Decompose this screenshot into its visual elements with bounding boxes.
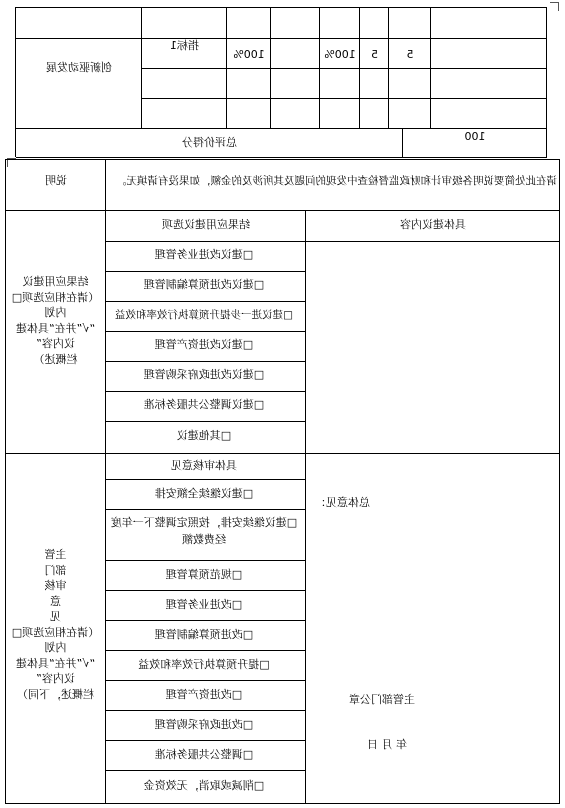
- review-option[interactable]: □削减或取消，无效资金: [143, 779, 265, 792]
- total-label: 总评价得分: [182, 136, 237, 149]
- suggestion-option[interactable]: □建议调整公共服务标准: [143, 398, 265, 411]
- department-seal-label: 主管部门公章: [349, 693, 415, 706]
- overall-opinion-label: 总体意见：: [315, 496, 370, 509]
- review-option[interactable]: □改进业务管理: [165, 598, 243, 611]
- suggestion-option[interactable]: □建议改进政府采购管理: [143, 368, 265, 381]
- review-option[interactable]: □改进资产管理: [165, 688, 243, 701]
- suggestion-option[interactable]: □建议进一步提升预算执行效率和效益: [115, 309, 293, 321]
- content-column-header: 具体建议内容: [400, 218, 466, 231]
- review-option[interactable]: □调整公共服务标准: [154, 748, 254, 761]
- suggestion-option[interactable]: □建议改进资产管理: [154, 338, 254, 351]
- review-option[interactable]: □改进预算编制管理: [154, 628, 254, 641]
- note-text: 请在此处简要说明各级审计和财政监督检查中发现的问题及其所涉及的金额，如果没有请填无。: [116, 175, 557, 187]
- target-value: 100%: [233, 48, 265, 61]
- review-option[interactable]: □规范预算管理: [165, 568, 243, 581]
- date-line: 年 月 日: [367, 738, 407, 751]
- row-label: 创新驱动发展: [46, 61, 112, 74]
- suggestion-option[interactable]: □建议改进预算编制管理: [143, 278, 265, 291]
- review-option[interactable]: □提升预算执行效率和效益: [138, 658, 270, 671]
- score-value: 5: [406, 48, 414, 61]
- review-option[interactable]: □建议继续安排，按照定调整下一年度经费数额: [110, 516, 298, 546]
- weight-value: 5: [371, 48, 378, 61]
- total-value: 100: [464, 130, 486, 143]
- suggestion-label: 结果应用建议 （请在相应选项□ 内划 “√”并在“具体建 议内容” 栏概述）: [11, 275, 100, 366]
- review-option[interactable]: □建议继续全额安排: [154, 487, 254, 500]
- actual-value: 100%: [324, 48, 356, 61]
- review-option[interactable]: □改进政府采购管理: [154, 718, 254, 731]
- options-column-header: 结果应用建议选项: [162, 218, 250, 231]
- review-header: 具体审核意见: [171, 459, 237, 472]
- suggestion-option[interactable]: □其他建议: [176, 429, 232, 442]
- suggestion-option[interactable]: □建议改进业务管理: [154, 248, 254, 261]
- indicator-name: 指标1: [170, 39, 199, 52]
- note-label: 说明: [45, 174, 67, 187]
- corner-mark: [550, 2, 559, 11]
- review-label: 主管 部门 审核 意 见 （请在相应选项□ 内划 “√”并在“具体建 议内容” 栏概述，下同）: [11, 548, 100, 701]
